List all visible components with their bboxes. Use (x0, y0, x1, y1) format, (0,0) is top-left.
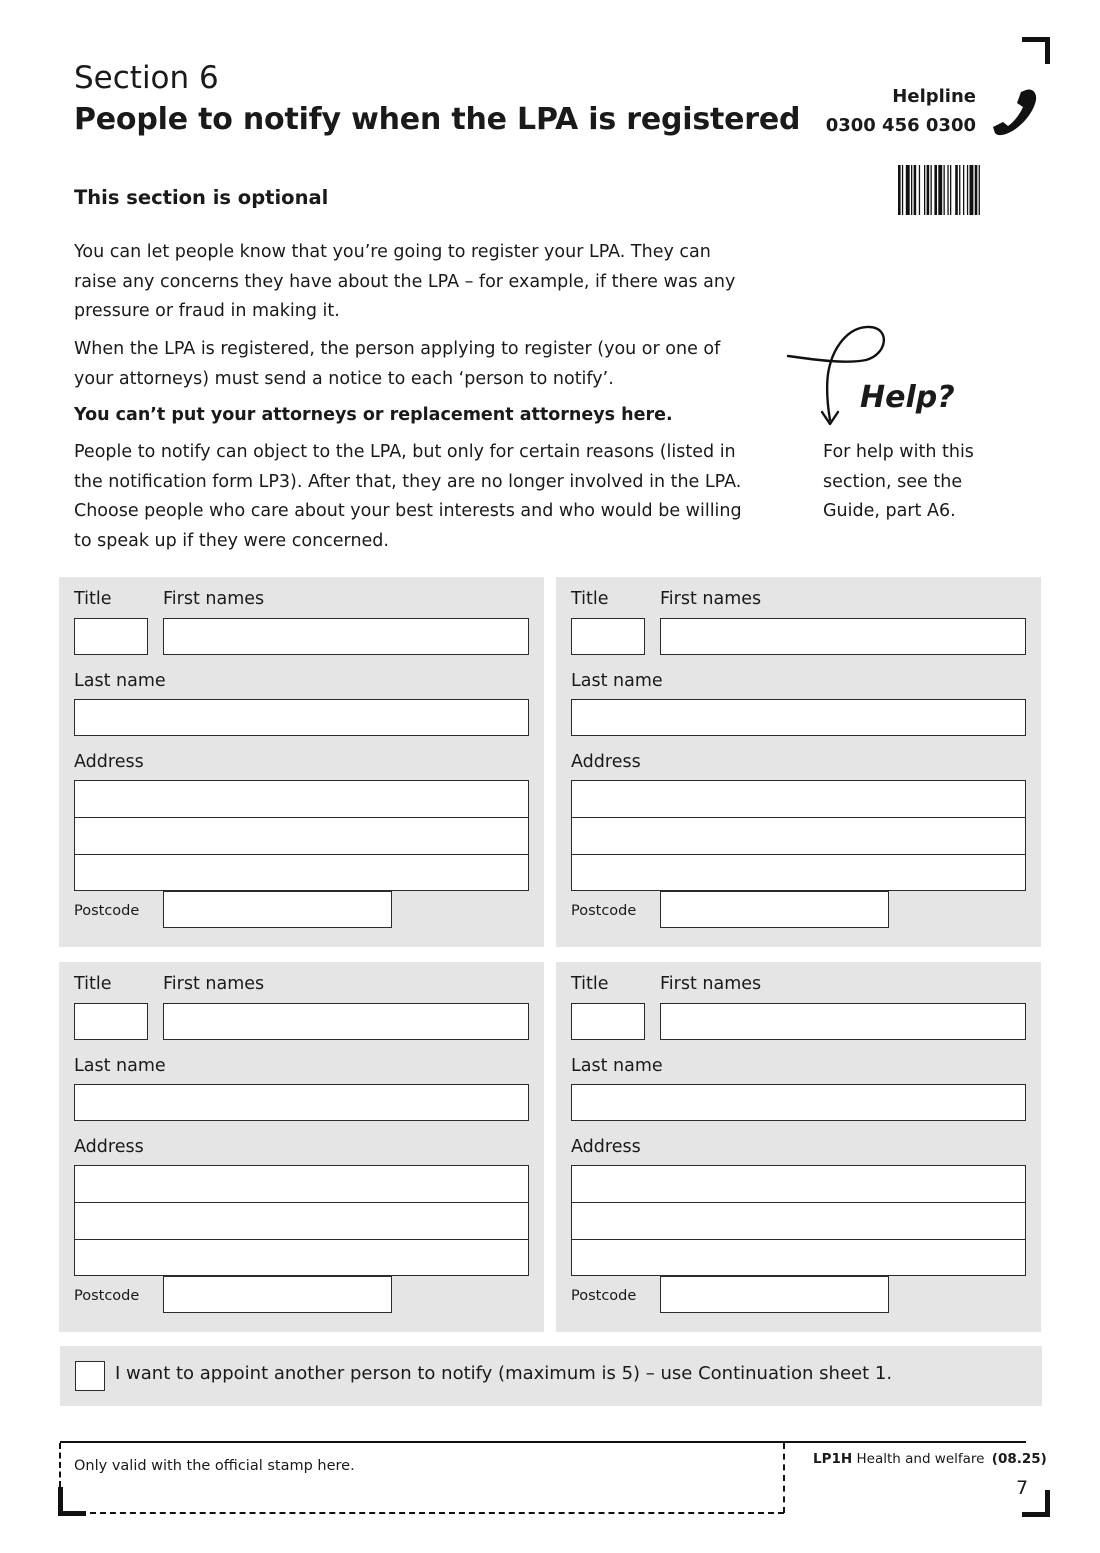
first-names-label: First names (660, 589, 762, 609)
form-name: Health and welfare (856, 1451, 985, 1467)
first-names-field[interactable] (163, 618, 529, 655)
form-code: LP1H (813, 1451, 853, 1467)
person-to-notify-1 (59, 577, 544, 947)
continuation-label: I want to appoint another person to notify (maximum is 5) – use Continuation sheet 1. (115, 1363, 893, 1384)
stamp-box-right-edge (783, 1443, 785, 1513)
postcode-field[interactable] (163, 891, 392, 928)
text-line: your attorneys) must send a notice to each ‘person to notify’. (74, 368, 614, 389)
address-label: Address (571, 1137, 641, 1157)
continuation-checkbox[interactable] (75, 1361, 105, 1391)
text-line: Choose people who care about your best interests and who would be willing (74, 501, 742, 521)
address-label: Address (74, 752, 144, 772)
address-label: Address (74, 1137, 144, 1157)
address-label: Address (571, 752, 641, 772)
title-label: Title (571, 589, 609, 609)
helpline-number: 0300 456 0300 (825, 115, 976, 136)
address-line-2-field[interactable] (74, 1202, 529, 1240)
postcode-field[interactable] (163, 1276, 392, 1313)
form-version: (08.25) (991, 1451, 1047, 1467)
person-to-notify-4 (556, 962, 1041, 1332)
first-names-field[interactable] (660, 1003, 1026, 1040)
attorneys-note: You can’t put your attorneys or replacement attorneys here. (74, 405, 673, 425)
title-field[interactable] (74, 1003, 148, 1040)
first-names-field[interactable] (660, 618, 1026, 655)
postcode-label: Postcode (74, 1288, 140, 1304)
first-names-label: First names (163, 589, 265, 609)
text-line: Guide, part A6. (823, 501, 956, 521)
title-label: Title (74, 974, 112, 994)
last-name-label: Last name (571, 1056, 663, 1076)
helpline-label: Helpline (892, 86, 976, 107)
text-line: You can let people know that you’re going to register your LPA. They can (74, 242, 711, 262)
person-to-notify-3 (59, 962, 544, 1332)
text-line: When the LPA is registered, the person applying to register (you or one of (74, 339, 721, 359)
address-line-3-field[interactable] (74, 1239, 529, 1276)
phone-icon (990, 86, 1040, 138)
first-names-label: First names (660, 974, 762, 994)
help-text (823, 438, 1013, 527)
section-title: People to notify when the LPA is registered (74, 102, 801, 137)
stamp-box-left-edge (59, 1443, 61, 1487)
text-line: to speak up if they were concerned. (74, 530, 389, 551)
stamp-box-bottom-edge (90, 1512, 784, 1514)
postcode-field[interactable] (660, 1276, 889, 1313)
crop-mark-bottom-right-horizontal (1022, 1512, 1050, 1517)
text-line: raise any concerns they have about the LPA – for example, if there was any (74, 271, 736, 292)
address-line-1-field[interactable] (74, 1165, 529, 1203)
help-label: Help? (860, 380, 955, 415)
address-line-3-field[interactable] (74, 854, 529, 891)
footer-divider (60, 1441, 1026, 1443)
last-name-field[interactable] (571, 699, 1026, 736)
postcode-field[interactable] (660, 891, 889, 928)
intro-paragraph-2 (74, 335, 774, 394)
text-line: People to notify can object to the LPA, but only for certain reasons (listed in (74, 442, 736, 462)
page-number: 7 (1016, 1477, 1029, 1499)
crop-mark-top-right-vertical (1045, 37, 1050, 64)
address-line-2-field[interactable] (74, 817, 529, 855)
first-names-field[interactable] (163, 1003, 529, 1040)
address-line-3-field[interactable] (571, 854, 1026, 891)
first-names-label: First names (163, 974, 265, 994)
intro-paragraph-3 (74, 438, 784, 556)
text-line: For help with this (823, 442, 974, 462)
postcode-label: Postcode (74, 903, 140, 919)
stamp-note: Only valid with the official stamp here. (74, 1458, 355, 1474)
section-number: Section 6 (74, 60, 219, 96)
postcode-label: Postcode (571, 1288, 637, 1304)
barcode-icon (898, 165, 1026, 215)
last-name-field[interactable] (74, 1084, 529, 1121)
title-field[interactable] (571, 618, 645, 655)
help-arrow-icon (786, 324, 896, 432)
address-line-1-field[interactable] (571, 780, 1026, 818)
title-field[interactable] (571, 1003, 645, 1040)
last-name-field[interactable] (74, 699, 529, 736)
person-to-notify-2 (556, 577, 1041, 947)
title-label: Title (571, 974, 609, 994)
text-line: section, see the (823, 471, 963, 492)
text-line: pressure or fraud in making it. (74, 301, 340, 321)
address-line-3-field[interactable] (571, 1239, 1026, 1276)
address-line-2-field[interactable] (571, 1202, 1026, 1240)
crop-mark-bottom-left-horizontal (58, 1511, 86, 1516)
form-reference (813, 1451, 1047, 1467)
address-line-2-field[interactable] (571, 817, 1026, 855)
intro-paragraph-1 (74, 238, 774, 327)
last-name-label: Last name (571, 671, 663, 691)
text-line: the notification form LP3). After that, they are no longer involved in the LPA. (74, 471, 742, 492)
last-name-field[interactable] (571, 1084, 1026, 1121)
title-field[interactable] (74, 618, 148, 655)
address-line-1-field[interactable] (571, 1165, 1026, 1203)
address-line-1-field[interactable] (74, 780, 529, 818)
optional-heading: This section is optional (74, 186, 329, 209)
last-name-label: Last name (74, 1056, 166, 1076)
last-name-label: Last name (74, 671, 166, 691)
postcode-label: Postcode (571, 903, 637, 919)
title-label: Title (74, 589, 112, 609)
